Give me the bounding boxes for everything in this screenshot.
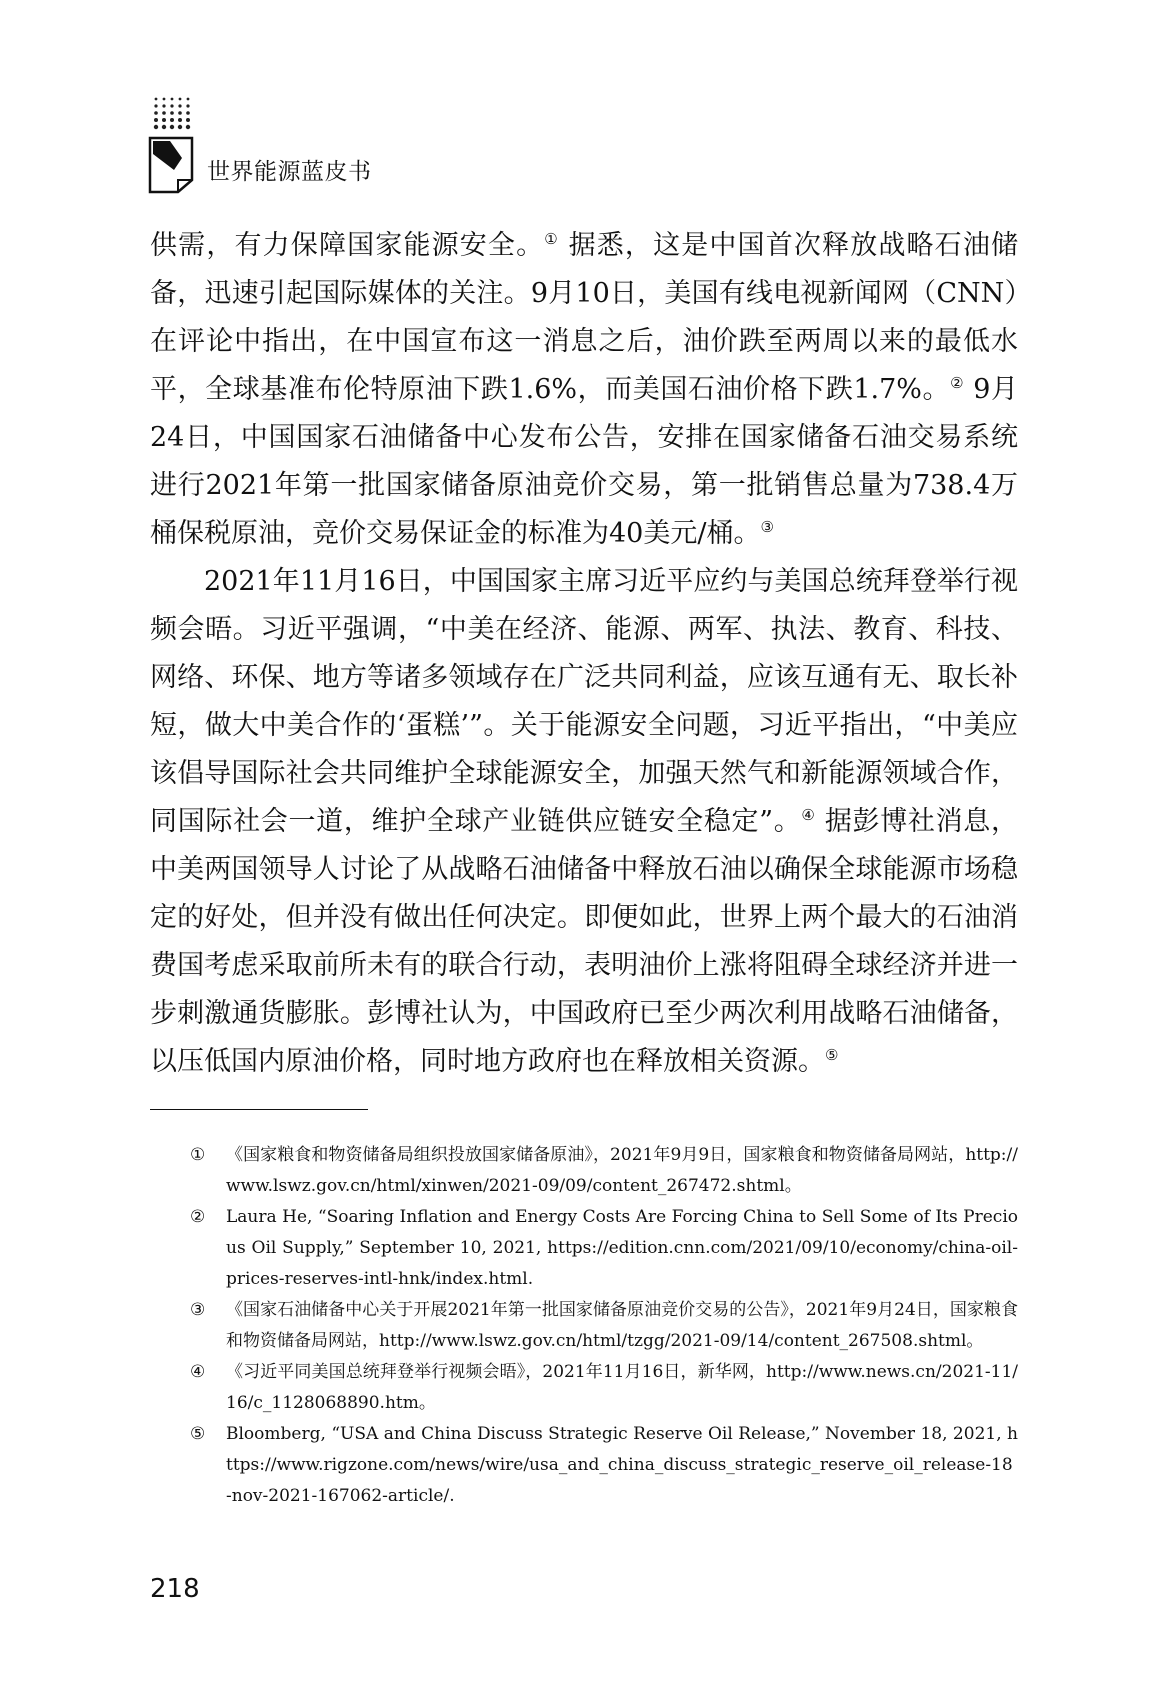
footnote-2 xyxy=(150,1202,1018,1295)
footnote-text: 《习近平同美国总统拜登举行视频会晤》，2021年11月16日，新华网，http://www.news.cn/2021-11/16/c_1128068890.htm。 xyxy=(226,1362,1018,1413)
page-number: 218 xyxy=(150,1574,200,1604)
footnote-number: ① xyxy=(190,1145,206,1165)
book-series-logo xyxy=(148,96,194,196)
footnote-1 xyxy=(150,1140,1018,1202)
footnote-ref-2[interactable]: ② xyxy=(950,374,965,392)
footnote-4 xyxy=(150,1357,1018,1419)
footnote-number: ③ xyxy=(190,1300,206,1320)
footnote-divider xyxy=(150,1109,368,1110)
footnote-ref-3[interactable]: ③ xyxy=(760,518,774,536)
main-body-text xyxy=(150,222,1018,1086)
footnotes-section xyxy=(150,1140,1018,1512)
paragraph-2: 2021年11月16日，中国国家主席习近平应约与美国总统拜登举行视频会晤。习近平强调，“中美在经济、能源、两军、执法、教育、科技、网络、环保、地方等诸多领域存在广泛共同利益，应该互通有无、取长补短，做大中美合作的‘蛋糕’”。关于能源安全问题，习近平指出，“中美应该倡导国际社会共同维护全球能源安全，加强天然气和新能源领域合作，同国际社会一道，维护全球产业链供应链安全稳定”。④ 据彭博社消息，中美两国领导人讨论了从战略石油储备中释放石油以确保全球能源市场稳定的好处，但并没有做出任何决定。即便如此，世界上两个最大的石油消费国考虑采取前所未有的联合行动，表明油价上涨将阻碍全球经济并进一步刺激通货膨胀。彭博社认为，中国政府已至少两次利用战略石油储备，以压低国内原油价格，同时地方政府也在释放相关资源。⑤ xyxy=(150,566,1018,1077)
footnote-text: Laura He, “Soaring Inflation and Energy Costs Are Forcing China to Sell Some of Its Precious Oil Supply,” September 10, 2021, https://edition.cnn.com/2021/09/10/economy/china-oil-prices-reserves-intl-hnk/index.html. xyxy=(226,1207,1018,1289)
footnote-number: ⑤ xyxy=(190,1424,206,1444)
footnote-number: ② xyxy=(190,1207,206,1227)
paragraph-1: 供需，有力保障国家能源安全。① 据悉，这是中国首次释放战略石油储备，迅速引起国际媒体的关注。9月10日，美国有线电视新闻网（CNN）在评论中指出，在中国宣布这一消息之后，油价跌至两周以来的最低水平，全球基准布伦特原油下跌1.6%，而美国石油价格下跌1.7%。② 9月24日，中国国家石油储备中心发布公告，安排在国家储备石油交易系统进行2021年第一批国家储备原油竞价交易，第一批销售总量为738.4万桶保税原油，竞价交易保证金的标准为40美元/桶。③ xyxy=(150,230,1019,549)
footnote-5 xyxy=(150,1419,1018,1512)
footnote-number: ④ xyxy=(190,1362,206,1382)
footnote-text: 《国家粮食和物资储备局组织投放国家储备原油》，2021年9月9日，国家粮食和物资储备局网站，http://www.lswz.gov.cn/html/xinwen/2021-09/09/content_267472.shtml。 xyxy=(226,1145,1018,1196)
footnote-ref-5[interactable]: ⑤ xyxy=(825,1046,839,1064)
book-cover-icon xyxy=(148,136,194,194)
footnote-text: 《国家石油储备中心关于开展2021年第一批国家储备原油竞价交易的公告》，2021年9月24日，国家粮食和物资储备局网站，http://www.lswz.gov.cn/html/tzgg/2021-09/14/content_267508.shtml。 xyxy=(226,1300,1018,1351)
running-header-title: 世界能源蓝皮书 xyxy=(207,159,372,185)
footnote-ref-4[interactable]: ④ xyxy=(801,806,816,824)
footnote-ref-1[interactable]: ① xyxy=(544,230,559,248)
footnote-text: Bloomberg, “USA and China Discuss Strategic Reserve Oil Release,” November 18, 2021, https://www.rigzone.com/news/wire/usa_and_china_discuss_strategic_reserve_oil_release-18-nov-2021-167062-article/. xyxy=(226,1424,1018,1506)
dots-pattern-icon xyxy=(152,96,192,134)
footnote-3 xyxy=(150,1295,1018,1357)
